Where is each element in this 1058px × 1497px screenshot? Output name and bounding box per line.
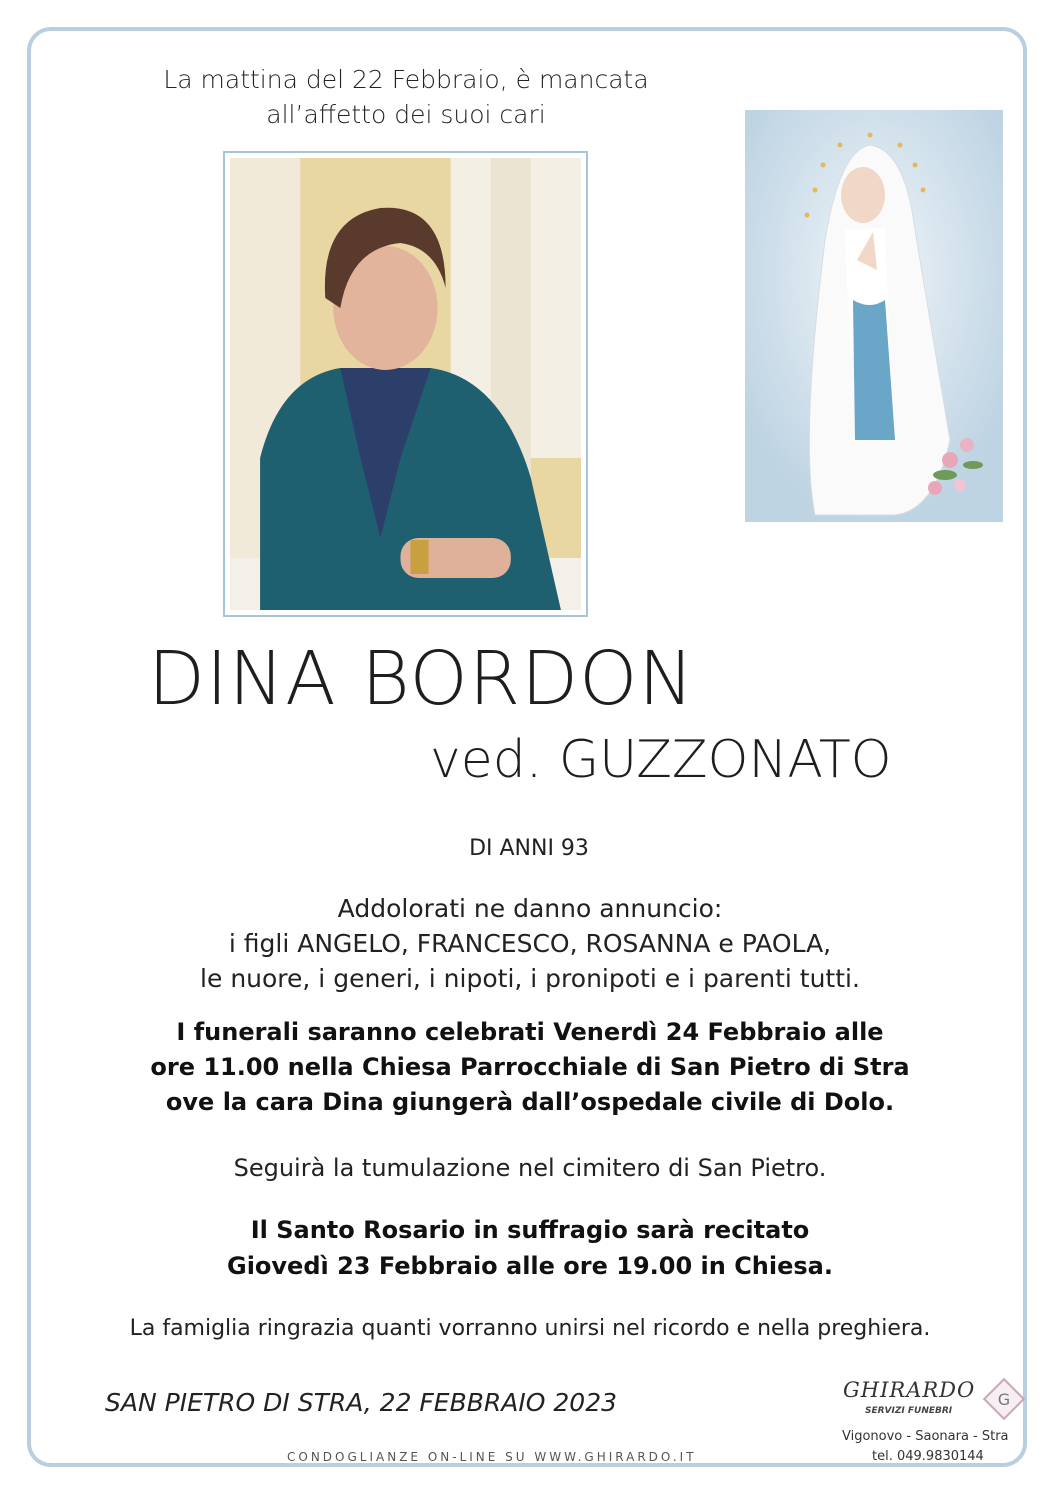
rosary-info	[60, 1212, 1000, 1284]
company-subtitle: SERVIZI FUNEBRI	[865, 1406, 953, 1416]
madonna-illustration	[745, 110, 1003, 522]
rosary-line-2: Giovedì 23 Febbraio alle ore 19.00 in Chiesa.	[227, 1252, 833, 1280]
company-name: GHIRARDO	[843, 1378, 976, 1402]
portrait-image	[230, 158, 581, 610]
rosary-line-1: Il Santo Rosario in suffragio sarà recitato	[250, 1216, 810, 1244]
online-condolences: CONDOGLIANZE ON-LINE SU WWW.GHIRARDO.IT	[287, 1450, 697, 1464]
funeral-info	[60, 1015, 1000, 1120]
funeral-line-1: I funerali saranno celebrati Venerdì 24 Febbraio alle	[176, 1018, 884, 1046]
funeral-line-2: ore 11.00 nella Chiesa Parrocchiale di San Pietro di Stra	[150, 1053, 910, 1081]
intro-text	[100, 62, 712, 132]
burial-info: Seguirà la tumulazione nel cimitero di San Pietro.	[233, 1154, 827, 1182]
company-logo	[833, 1376, 1033, 1428]
intro-line-2: all’affetto dei suoi cari	[266, 100, 546, 129]
announcement-line-1: Addolorati ne danno annuncio:	[337, 894, 723, 923]
funeral-line-3: ove la cara Dina giungerà dall’ospedale civile di Dolo.	[165, 1088, 895, 1116]
announcement-line-2: i figli ANGELO, FRANCESCO, ROSANNA e PAOLA,	[228, 929, 832, 958]
widow-of: ved. GUZZONATO	[430, 730, 892, 790]
announcement	[60, 891, 1000, 996]
age: DI ANNI 93	[469, 836, 589, 861]
portrait-photo	[223, 151, 588, 617]
logo-g-icon	[981, 1376, 1027, 1422]
company-phone: tel. 049.9830144	[872, 1449, 984, 1464]
intro-line-1: La mattina del 22 Febbraio, è mancata	[163, 65, 649, 94]
place-date: SAN PIETRO DI STRA, 22 FEBBRAIO 2023	[105, 1388, 617, 1417]
deceased-name: DINA BORDON	[148, 636, 695, 722]
company-locations: Vigonovo - Saonara - Stra	[842, 1429, 1009, 1444]
madonna-image	[745, 110, 1003, 522]
svg-text:G: G	[997, 1390, 1011, 1409]
announcement-line-3: le nuore, i generi, i nipoti, i pronipoti e i parenti tutti.	[200, 964, 860, 993]
thanks-text: La famiglia ringrazia quanti vorranno unirsi nel ricordo e nella preghiera.	[129, 1316, 931, 1341]
